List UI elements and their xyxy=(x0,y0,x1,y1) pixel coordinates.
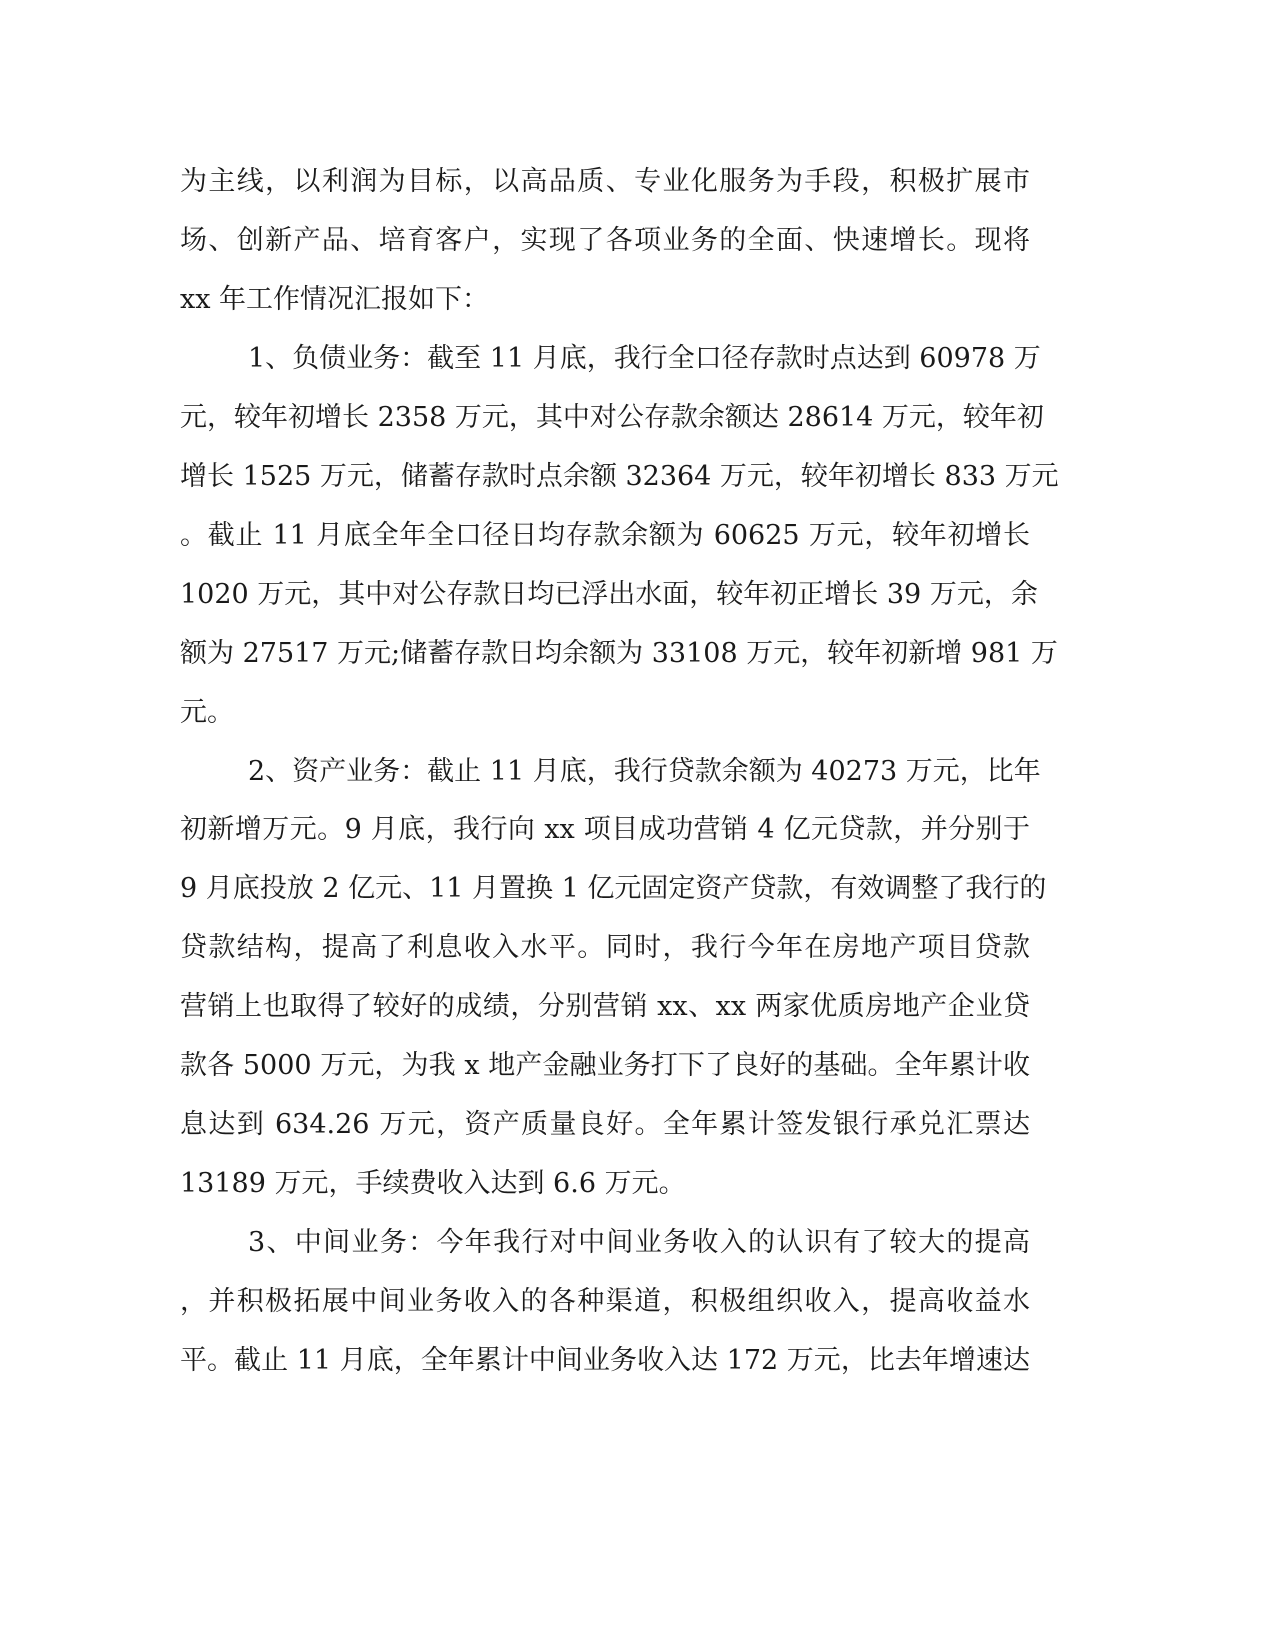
text-line: 元。 xyxy=(180,697,234,728)
text-line: 9 月底投放 2 亿元、11 月置换 1 亿元固定资产贷款，有效调整了我行的 xyxy=(180,873,1047,904)
paragraph-2-start: 2、资产业务：截止 11 月底，我行贷款余额为 40273 万元，比年 xyxy=(248,756,1041,787)
paragraph-3-start: 3、中间业务：今年我行对中间业务收入的认识有了较大的提高 xyxy=(248,1227,1030,1258)
text-line: 营销上也取得了较好的成绩，分别营销 xx、xx 两家优质房地产企业贷 xyxy=(180,991,1030,1022)
paragraph-1-start: 1、负债业务：截至 11 月底，我行全口径存款时点达到 60978 万 xyxy=(248,343,1041,374)
text-line: 平。截止 11 月底，全年累计中间业务收入达 172 万元，比去年增速达 xyxy=(180,1345,1030,1376)
text-line: 为主线，以利润为目标，以高品质、专业化服务为手段，积极扩展市 xyxy=(180,166,1030,197)
text-line: 1020 万元，其中对公存款日均已浮出水面，较年初正增长 39 万元，余 xyxy=(180,579,1038,610)
text-line: 初新增万元。9 月底，我行向 xx 项目成功营销 4 亿元贷款，并分别于 xyxy=(180,814,1030,845)
text-line: 额为 27517 万元;储蓄存款日均余额为 33108 万元，较年初新增 981 万 xyxy=(180,638,1058,669)
text-line: ，并积极拓展中间业务收入的各种渠道，积极组织收入，提高收益水 xyxy=(180,1286,1030,1317)
text-line: 元，较年初增长 2358 万元，其中对公存款余额达 28614 万元，较年初 xyxy=(180,402,1044,433)
text-line: xx 年工作情况汇报如下： xyxy=(180,284,490,315)
text-line: 息达到 634.26 万元，资产质量良好。全年累计签发银行承兑汇票达 xyxy=(180,1109,1030,1140)
text-line: 。截止 11 月底全年全口径日均存款余额为 60625 万元，较年初增长 xyxy=(180,520,1030,551)
text-line: 13189 万元，手续费收入达到 6.6 万元。 xyxy=(180,1168,686,1199)
text-line: 场、创新产品、培育客户，实现了各项业务的全面、快速增长。现将 xyxy=(180,225,1030,256)
text-line: 增长 1525 万元，储蓄存款时点余额 32364 万元，较年初增长 833 万元 xyxy=(180,461,1059,492)
text-line: 款各 5000 万元，为我 x 地产金融业务打下了良好的基础。全年累计收 xyxy=(180,1050,1030,1081)
text-line: 贷款结构，提高了利息收入水平。同时，我行今年在房地产项目贷款 xyxy=(180,932,1030,963)
